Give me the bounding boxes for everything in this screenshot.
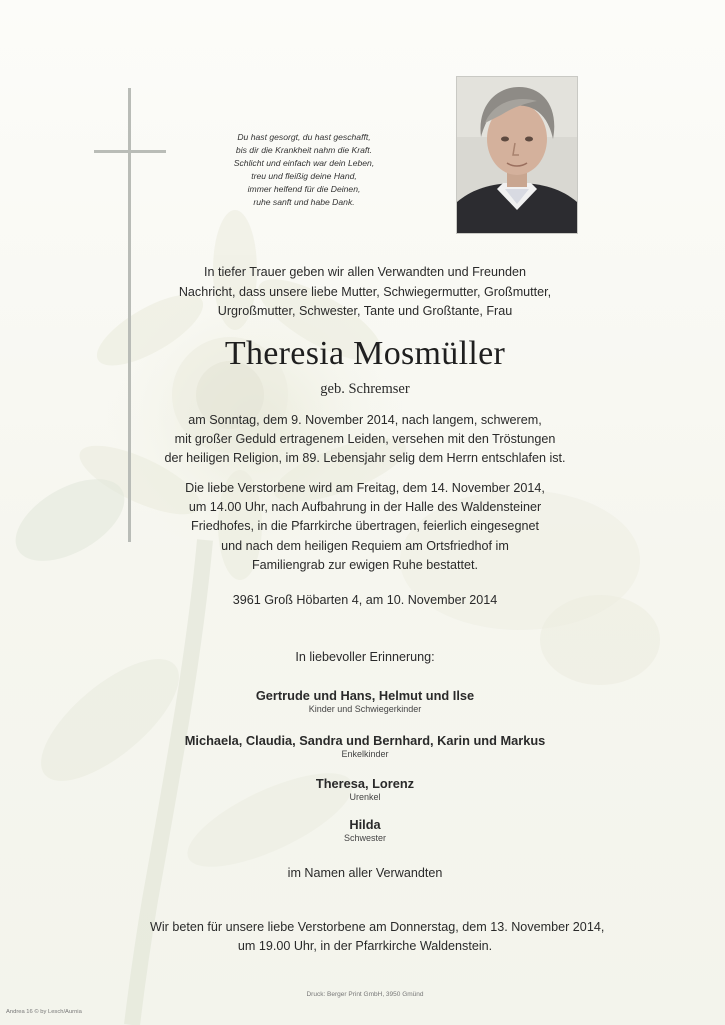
remembrance-heading: In liebevoller Erinnerung: xyxy=(295,650,435,664)
funeral-line: Die liebe Verstorbene wird am Freitag, dem 14. November 2014, xyxy=(185,481,545,495)
mourner-group xyxy=(150,733,580,760)
deceased-name: Theresia Mosmüller xyxy=(224,335,506,372)
mourner-names: Theresa, Lorenz xyxy=(315,776,415,791)
mourner-names: Gertrude und Hans, Helmut und Ilse xyxy=(255,688,475,703)
poem-line: immer helfend für die Deinen, xyxy=(247,184,361,194)
poem-line: treu und fleißig deine Hand, xyxy=(251,171,357,181)
prayer-line: Wir beten für unsere liebe Verstorbene am Donnerstag, dem 13. November 2014, xyxy=(150,920,605,934)
intro-line: In tiefer Trauer geben wir allen Verwandten und Freunden xyxy=(203,265,527,279)
place-and-date: 3961 Groß Höbarten 4, am 10. November 2014 xyxy=(232,593,498,607)
death-notice-line: mit großer Geduld ertragenem Leiden, versehen mit den Tröstungen xyxy=(174,432,556,447)
funeral-line: Friedhofes, in die Pfarrkirche übertragen, feierlich eingesegnet xyxy=(191,519,539,534)
all-relatives-note: im Namen aller Verwandten xyxy=(287,866,443,880)
mourner-relation: Urenkel xyxy=(349,792,381,802)
death-notice-line: am Sonntag, dem 9. November 2014, nach langem, schwerem, xyxy=(188,413,542,427)
printer-imprint: Druck: Berger Print GmbH, 3950 Gmünd xyxy=(306,991,424,998)
announcement-intro xyxy=(150,263,580,322)
maiden-name: geb. Schremser xyxy=(320,381,410,397)
mourner-group xyxy=(150,776,580,803)
poem-line: bis dir die Krankheit nahm die Kraft. xyxy=(235,145,373,155)
funeral-line: und nach dem heiligen Requiem am Ortsfriedhof im xyxy=(221,538,509,553)
intro-line: Nachricht, dass unsere liebe Mutter, Schwiegermutter, Großmutter, xyxy=(178,284,552,299)
mourner-relation: Enkelkinder xyxy=(341,749,389,759)
funeral-line: um 14.00 Uhr, nach Aufbahrung in der Halle des Waldensteiner xyxy=(188,500,542,515)
funeral-line: Familiengrab zur ewigen Ruhe bestattet. xyxy=(251,557,479,572)
cross-vertical-bar xyxy=(128,88,131,542)
cross-horizontal-bar xyxy=(94,150,166,153)
design-credit: Andrea 16 © by Lesch/Aurnia xyxy=(6,1009,82,1015)
funeral-details xyxy=(150,479,580,575)
poem-line: Du hast gesorgt, du hast geschafft, xyxy=(237,132,371,142)
mourner-relation: Kinder und Schwiegerkinder xyxy=(308,704,422,714)
prayer-invitation xyxy=(150,918,605,956)
poem-line: ruhe sanft und habe Dank. xyxy=(253,197,355,207)
mourner-relation: Schwester xyxy=(343,833,387,843)
portrait-photo xyxy=(456,76,578,234)
poem-line: Schlicht und einfach war dein Leben, xyxy=(233,158,375,168)
memorial-poem xyxy=(195,131,413,209)
death-notice xyxy=(150,411,580,469)
prayer-line: um 19.00 Uhr, in der Pfarrkirche Waldenstein. xyxy=(237,939,493,953)
mourner-group xyxy=(150,688,580,715)
death-notice-line: der heiligen Religion, im 89. Lebensjahr selig dem Herrn entschlafen ist. xyxy=(164,451,566,466)
mourner-names: Michaela, Claudia, Sandra und Bernhard, Karin und Markus xyxy=(184,733,546,748)
portrait-illustration xyxy=(457,77,577,233)
mourner-names: Hilda xyxy=(349,817,381,832)
intro-line: Urgroßmutter, Schwester, Tante und Großtante, Frau xyxy=(217,304,513,318)
mourner-group xyxy=(150,817,580,844)
